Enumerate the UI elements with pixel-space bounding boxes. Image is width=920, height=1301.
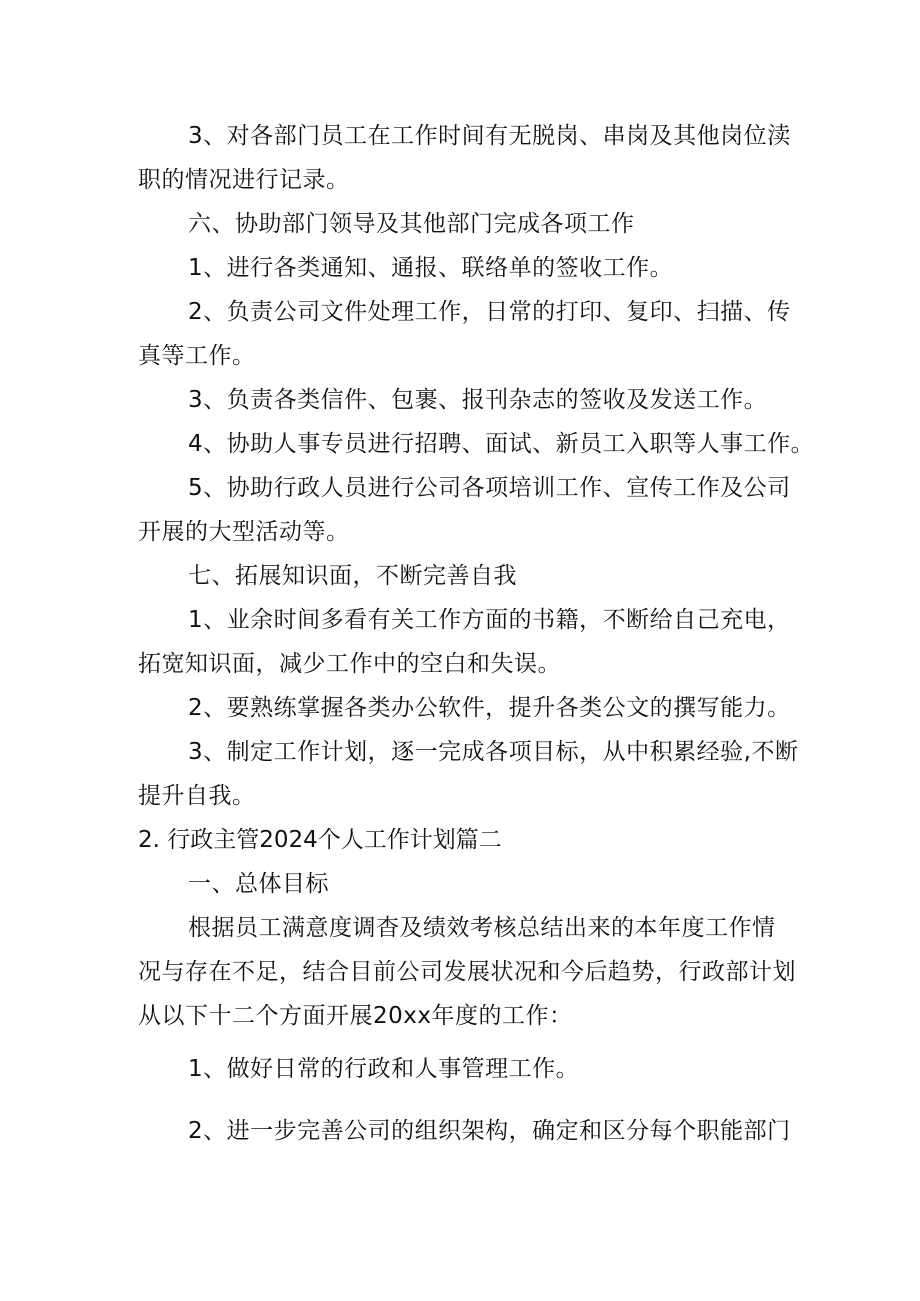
paragraph-line: 况与存在不足，结合目前公司发展状况和今后趋势，行政部计划 <box>138 959 796 985</box>
paragraph-line: 2、负责公司文件处理工作，日常的打印、复印、扫描、传 <box>188 299 791 325</box>
paragraph-line: 从以下十二个方面开展20xx年度的工作： <box>138 1003 573 1029</box>
paragraph-line: 开展的大型活动等。 <box>138 519 350 545</box>
paragraph-line: 1、进行各类通知、通报、联络单的签收工作。 <box>188 255 674 281</box>
paragraph-line: 4、协助人事专员进行招聘、面试、新员工入职等人事工作。 <box>188 431 815 457</box>
article-title: 2. 行政主管2024个人工作计划篇二 <box>138 827 502 853</box>
paragraph-line: 2、进一步完善公司的组织架构，确定和区分每个职能部门 <box>188 1118 791 1144</box>
paragraph-line: 5、协助行政人员进行公司各项培训工作、宣传工作及公司 <box>188 475 791 501</box>
section-heading-seven: 七、拓展知识面，不断完善自我 <box>188 563 517 589</box>
section-heading-one: 一、总体目标 <box>188 871 329 897</box>
paragraph-line: 拓宽知识面，减少工作中的空白和失误。 <box>138 651 561 677</box>
paragraph-line: 3、制定工作计划，逐一完成各项目标，从中积累经验,不断 <box>188 739 799 765</box>
paragraph-line: 1、做好日常的行政和人事管理工作。 <box>188 1056 580 1082</box>
paragraph-line: 职的情况进行记录。 <box>138 167 350 193</box>
paragraph-line: 根据员工满意度调杳及绩效考核总结出来的本年度工作情 <box>188 915 776 941</box>
paragraph-line: 1、业余时间多看有关工作方面的书籍，不断给自己充电， <box>188 607 791 633</box>
paragraph-line: 3、对各部门员工在工作时间有无脱岗、串岗及其他岗位渎 <box>188 123 791 149</box>
section-heading-six: 六、协助部门领导及其他部门完成各项工作 <box>188 211 635 237</box>
paragraph-line: 真等工作。 <box>138 343 256 369</box>
paragraph-line: 3、负责各类信件、包裹、报刊杂志的签收及发送工作。 <box>188 387 768 413</box>
paragraph-line: 2、要熟练掌握各类办公软件，提升各类公文的撰写能力。 <box>188 695 791 721</box>
paragraph-line: 提升自我。 <box>138 783 256 809</box>
